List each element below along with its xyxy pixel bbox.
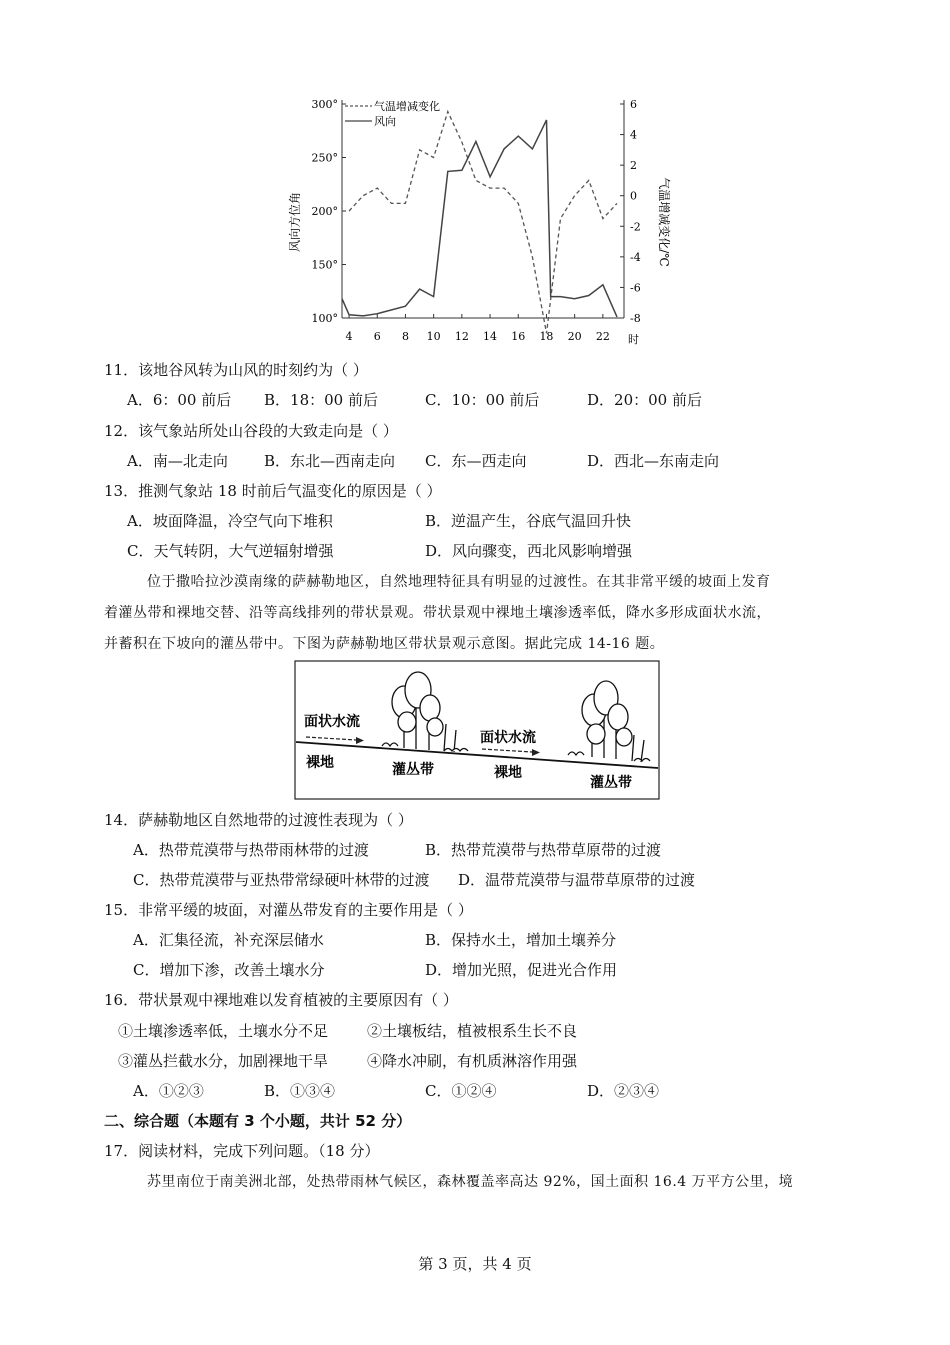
- q13-option-d[interactable]: D．风向骤变，西北风影响增强: [425, 542, 633, 560]
- q11-stem: 11．该地谷风转为山风的时刻约为（ ）: [104, 361, 368, 379]
- q14-option-c[interactable]: C．热带荒漠带与亚热带常绿硬叶林带的过渡: [133, 871, 430, 889]
- y-right-tick-label: -2: [630, 220, 641, 234]
- y-right-tick-label: 4: [630, 128, 637, 142]
- q12-option-b[interactable]: B．东北—西南走向: [264, 452, 396, 470]
- q15-option-b[interactable]: B．保持水土，增加土壤养分: [425, 931, 617, 949]
- series-wind-line: [342, 120, 617, 317]
- series-temperature-line: [342, 112, 617, 334]
- q16-option-d[interactable]: D．②③④: [587, 1082, 660, 1100]
- q13-option-c[interactable]: C．天气转阴，大气逆辐射增强: [127, 542, 334, 560]
- y-right-tick-label: 0: [630, 189, 637, 203]
- x-tick-label: 12: [454, 330, 469, 343]
- legend-temperature: 气温增减变化: [374, 100, 440, 113]
- bare-label-2: 裸地: [494, 765, 522, 781]
- x-tick-label: 18: [539, 330, 554, 343]
- x-tick-label: 6: [373, 330, 381, 343]
- y-left-tick-label: 150°: [311, 258, 338, 272]
- q14-option-d[interactable]: D．温带荒漠带与温带草原带的过渡: [458, 871, 696, 889]
- q12-option-d[interactable]: D．西北—东南走向: [587, 452, 720, 470]
- y-right-tick-label: 2: [630, 159, 637, 173]
- bare-label-1: 裸地: [306, 755, 334, 771]
- y-right-tick-label: -6: [630, 281, 641, 295]
- y-left-tick-label: 250°: [311, 151, 338, 165]
- legend-wind: 风向: [374, 115, 396, 128]
- y-right-tick-label: -8: [630, 312, 641, 325]
- x-tick-label: 8: [401, 330, 409, 343]
- x-tick-label: 16: [511, 330, 526, 343]
- flow-label-2: 面状水流: [480, 730, 536, 746]
- shrub-label-1: 灌丛带: [392, 762, 434, 778]
- q11-option-a[interactable]: A．6：00 前后: [127, 391, 232, 409]
- flow-label-1: 面状水流: [304, 714, 360, 730]
- section-2-heading: 二、综合题（本题有 3 个小题，共计 52 分）: [104, 1112, 412, 1130]
- y-right-tick-label: 6: [630, 98, 637, 111]
- y-right-label: 气温增减变化/℃: [657, 177, 671, 267]
- q13-option-b[interactable]: B．逆温产生，谷底气温回升快: [425, 512, 632, 530]
- y-left-tick-label: 300°: [311, 98, 338, 111]
- chart-legend: [345, 99, 440, 128]
- y-left-label: 风向方位角: [288, 191, 302, 253]
- x-tick-label: 14: [483, 330, 498, 343]
- q12-option-a[interactable]: A．南—北走向: [127, 452, 228, 470]
- wind-temperature-chart: [0, 0, 950, 360]
- q11-option-d[interactable]: D．20：00 前后: [587, 391, 702, 409]
- x-tick-label: 10: [426, 330, 441, 343]
- chart-axes: [342, 100, 624, 318]
- q17-stem: 17．阅读材料，完成下列问题。（18 分）: [104, 1142, 380, 1160]
- chart-ticks: [312, 98, 641, 343]
- y-left-tick-label: 100°: [311, 312, 338, 325]
- q13-stem: 13．推测气象站 18 时前后气温变化的原因是（ ）: [104, 482, 442, 500]
- q11-option-c[interactable]: C．10：00 前后: [425, 391, 540, 409]
- passage1-line2: 着灌丛带和裸地交替、沿等高线排列的带状景观。带状景观中裸地土壤渗透率低，降水多形成面状水流，: [104, 605, 771, 621]
- q14-option-a[interactable]: A．热带荒漠带与热带雨林带的过渡: [133, 841, 369, 859]
- q13-option-a[interactable]: A．坡面降温，冷空气向下堆积: [127, 512, 333, 530]
- passage1-line1: 位于撒哈拉沙漠南缘的萨赫勒地区，自然地理特征具有明显的过渡性。在其非常平缓的坡面上发育: [147, 574, 771, 590]
- q16-statement-3: ③灌丛拦截水分，加剧裸地干旱: [118, 1052, 329, 1070]
- y-right-tick-label: -4: [630, 250, 641, 264]
- x-tick-label: 22: [595, 330, 610, 343]
- q12-stem: 12．该气象站所处山谷段的大致走向是（ ）: [104, 422, 398, 440]
- shrub-label-2: 灌丛带: [590, 775, 632, 791]
- q16-option-c[interactable]: C．①②④: [425, 1082, 497, 1100]
- q12-option-c[interactable]: C．东—西走向: [425, 452, 527, 470]
- x-label: 时: [628, 333, 639, 346]
- q16-stem: 16．带状景观中裸地难以发育植被的主要原因有（ ）: [104, 991, 458, 1009]
- q16-statement-2: ②土壤板结，植被根系生长不良: [367, 1022, 578, 1040]
- x-tick-label: 20: [567, 330, 582, 343]
- page-footer: 第 3 页，共 4 页: [418, 1255, 532, 1273]
- q16-option-a[interactable]: A．①②③: [133, 1082, 204, 1100]
- q16-statement-1: ①土壤渗透率低，土壤水分不足: [118, 1022, 329, 1040]
- banded-landscape-figure: [294, 660, 660, 800]
- q15-option-d[interactable]: D．增加光照，促进光合作用: [425, 961, 618, 979]
- x-tick-label: 4: [345, 330, 353, 343]
- q15-stem: 15．非常平缓的坡面，对灌丛带发育的主要作用是（ ）: [104, 901, 473, 919]
- q17-passage: 苏里南位于南美洲北部，处热带雨林气候区，森林覆盖率高达 92%，国土面积 16.4 万平方公里，境: [147, 1174, 794, 1190]
- q15-option-c[interactable]: C．增加下渗，改善土壤水分: [133, 961, 325, 979]
- q15-option-a[interactable]: A．汇集径流，补充深层储水: [133, 931, 324, 949]
- passage1-line3: 并蓄积在下坡向的灌丛带中。下图为萨赫勒地区带状景观示意图。据此完成 14-16 题。: [104, 636, 665, 652]
- q16-option-b[interactable]: B．①③④: [264, 1082, 336, 1100]
- q14-option-b[interactable]: B．热带荒漠带与热带草原带的过渡: [425, 841, 662, 859]
- q16-statement-4: ④降水冲刷，有机质淋溶作用强: [367, 1052, 578, 1070]
- q14-stem: 14．萨赫勒地区自然地带的过渡性表现为（ ）: [104, 811, 413, 829]
- q11-option-b[interactable]: B．18：00 前后: [264, 391, 378, 409]
- y-left-tick-label: 200°: [311, 205, 338, 218]
